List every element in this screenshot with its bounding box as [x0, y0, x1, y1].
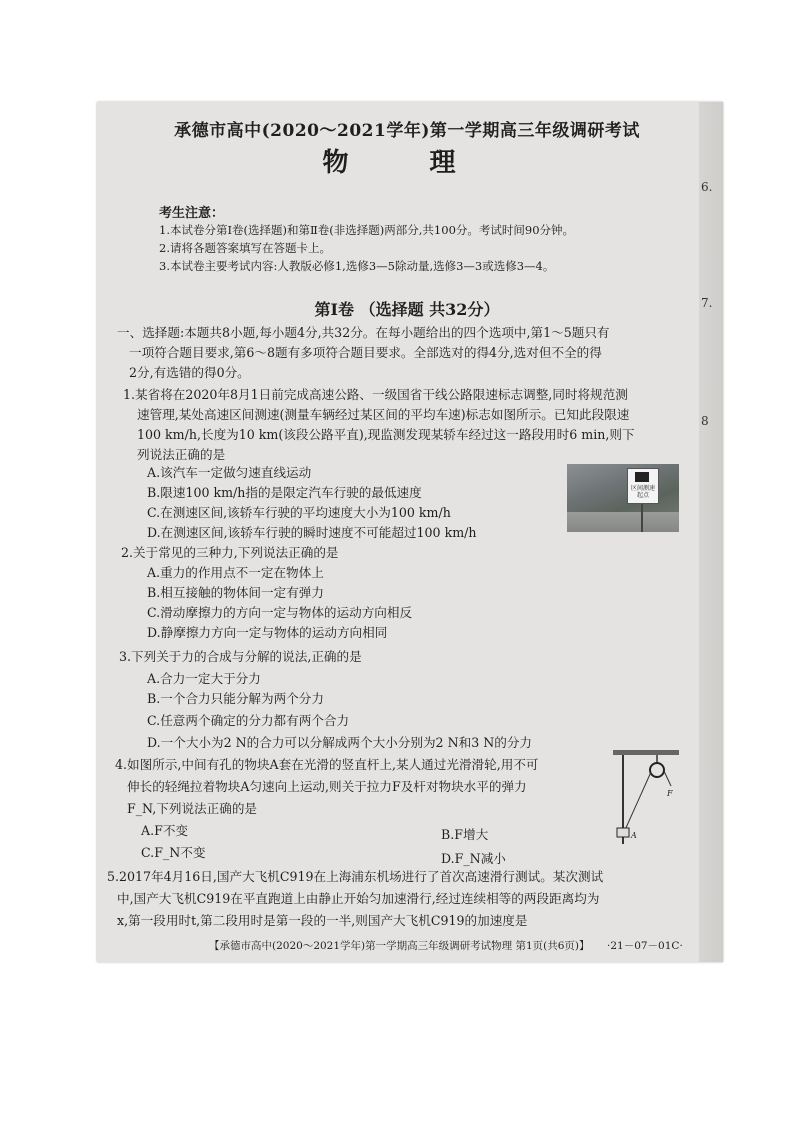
- pull-rope: [664, 771, 671, 786]
- rope: [625, 772, 651, 830]
- q3-option-d: D.一个大小为2 N的合力可以分解成两个大小分别为2 N和3 N的分力: [147, 735, 533, 750]
- q3-option-a: A.合力一定大于分力: [147, 671, 261, 686]
- exam-code: ·21－07－01C·: [607, 940, 683, 952]
- q4-option-a: A.F不变: [141, 823, 189, 838]
- q4-option-c: C.F_N不变: [141, 845, 206, 860]
- page-footer: 【承德市高中(2020～2021学年)第一学期高三年级调研考试物理 第1页(共6页)】: [209, 940, 590, 952]
- q4-stem: 伸长的轻绳拉着物块A匀速向上运动,则关于拉力F及杆对物块水平的弹力: [127, 779, 527, 794]
- exam-page: [97, 102, 723, 962]
- notice-item: 2.请将各题答案填写在答题卡上。: [159, 241, 331, 255]
- q3-option-c: C.任意两个确定的分力都有两个合力: [147, 713, 350, 728]
- q1-option-d: D.在测速区间,该轿车行驶的瞬时速度不可能超过100 km/h: [147, 525, 477, 540]
- q1-stem: 100 km/h,长度为10 km(该段公路平直),现监测发现某轿车经过这一路段用时6 min,则下: [137, 427, 635, 442]
- next-page-edge: [699, 102, 723, 962]
- q4-stem: 4.如图所示,中间有孔的物块A套在光滑的竖直杆上,某人通过光滑滑轮,用不可: [115, 757, 539, 772]
- sign-post: [641, 502, 643, 532]
- q2-option-a: A.重力的作用点不一定在物体上: [147, 565, 324, 580]
- sign-label: 区间测速 起点: [630, 485, 655, 499]
- q2-option-d: D.静摩擦力方向一定与物体的运动方向相同: [147, 625, 388, 640]
- edge-mark: 7.: [701, 296, 713, 310]
- q5-stem: 5.2017年4月16日,国产大飞机C919在上海浦东机场进行了首次高速滑行测试。某次测试: [107, 869, 604, 884]
- q5-stem: 中,国产大飞机C919在平直跑道上由静止开始匀加速滑行,经过连续相等的两段距离均为: [117, 891, 600, 906]
- ceiling: [613, 750, 679, 755]
- q4-option-b: B.F增大: [441, 827, 489, 842]
- section-intro: 一项符合题目要求,第6～8题有多项符合题目要求。全部选对的得4分,选对但不全的得: [129, 345, 602, 360]
- q2-option-c: C.滑动摩擦力的方向一定与物体的运动方向相反: [147, 605, 413, 620]
- q1-option-a: A.该汽车一定做匀速直线运动: [147, 465, 312, 480]
- q2-option-b: B.相互接触的物体间一定有弹力: [147, 585, 324, 600]
- notice-heading: 考生注意：: [159, 206, 225, 221]
- q2-stem: 2.关于常见的三种力,下列说法正确的是: [121, 545, 339, 560]
- q1-stem: 列说法正确的是: [137, 447, 226, 462]
- pulley-wheel: [650, 763, 664, 777]
- edge-mark: 6.: [701, 180, 713, 194]
- subject-title: 物 理: [322, 148, 492, 178]
- speed-zone-sign: [627, 468, 659, 504]
- section-intro: 一、选择题:本题共8小题,每小题4分,共32分。在每小题给出的四个选项中,第1～5题只有: [117, 325, 610, 340]
- q5-stem: x,第一段用时t,第二段用时是第一段的一半,则国产大飞机C919的加速度是: [117, 913, 528, 928]
- q1-stem: 速管理,某处高速区间测速(测量车辆经过某区间的平均车速)标志如图所示。已知此段限速: [137, 407, 630, 422]
- q4-option-d: D.F_N减小: [441, 851, 506, 866]
- section-heading: 第Ⅰ卷 （选择题 共32分）: [314, 300, 500, 319]
- notice-item: 3.本试卷主要考试内容:人教版必修1,选修3—5除动量,选修3—3或选修3—4。: [159, 259, 555, 273]
- section-intro: 2分,有选错的得0分。: [129, 365, 250, 380]
- block-a: [617, 828, 629, 837]
- exam-title: 承德市高中(2020～2021学年)第一学期高三年级调研考试: [174, 121, 640, 141]
- road: [567, 512, 679, 532]
- q4-stem: F_N,下列说法正确的是: [127, 801, 258, 816]
- notice-item: 1.本试卷分第Ⅰ卷(选择题)和第Ⅱ卷(非选择题)两部分,共100分。考试时间90分钟。: [159, 223, 575, 237]
- pulley-diagram: [611, 750, 681, 848]
- camera-icon: [635, 472, 649, 482]
- edge-mark: 8: [701, 414, 709, 428]
- q3-option-b: B.一个合力只能分解为两个分力: [147, 691, 324, 706]
- block-label: A: [631, 831, 637, 840]
- q3-stem: 3.下列关于力的合成与分解的说法,正确的是: [119, 649, 362, 664]
- speed-sign-photo: [567, 464, 679, 532]
- force-label: F: [667, 789, 673, 798]
- q1-option-b: B.限速100 km/h指的是限定汽车行驶的最低速度: [147, 485, 422, 500]
- q1-stem: 1.某省将在2020年8月1日前完成高速公路、一级国省干线公路限速标志调整,同时将规范测: [123, 387, 628, 402]
- q1-option-c: C.在测速区间,该轿车行驶的平均速度大小为100 km/h: [147, 505, 451, 520]
